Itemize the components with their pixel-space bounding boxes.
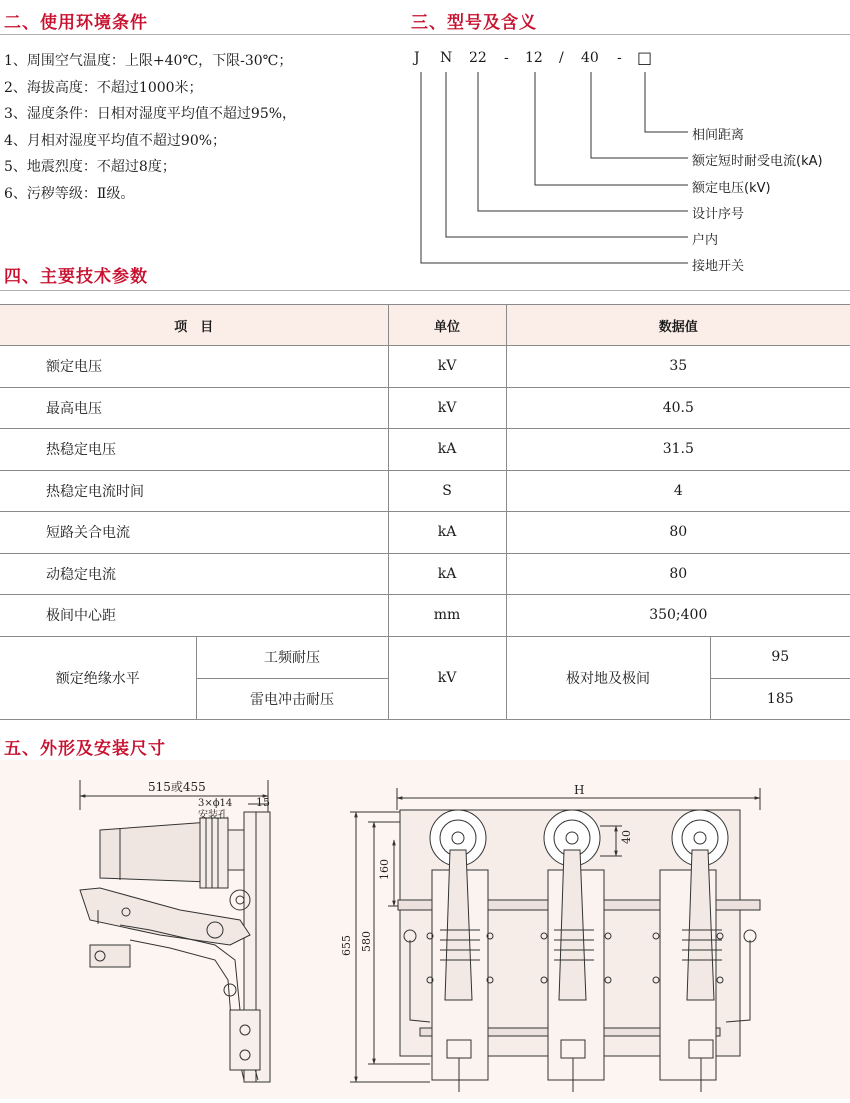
header-unit: 单位 bbox=[388, 305, 506, 346]
section-title-env: 二、使用环境条件 bbox=[4, 13, 148, 33]
legend-item: 接地开关 bbox=[692, 259, 745, 274]
cell-value: 35 bbox=[506, 346, 850, 388]
cell-item: 额定电压 bbox=[0, 346, 388, 388]
condition-item: 5、地震烈度：不超过8度； bbox=[4, 159, 176, 175]
dim-holes-note: 安装孔 bbox=[198, 810, 228, 821]
cell-value: 4 bbox=[506, 470, 850, 512]
dim-holes-label: 3×ϕ14 bbox=[198, 798, 233, 809]
dimension-drawing bbox=[0, 760, 850, 1099]
table-row bbox=[0, 429, 850, 471]
dim-40-label: 40 bbox=[620, 830, 633, 844]
dim-width-label: 515或455 bbox=[148, 780, 206, 794]
cell-insulation-sub2: 雷电冲击耐压 bbox=[196, 678, 388, 720]
condition-item: 2、海拔高度：不超过1000米； bbox=[4, 79, 203, 96]
dim-15-label: 15 bbox=[256, 796, 270, 809]
cell-unit: kV bbox=[388, 346, 506, 388]
code-part: N bbox=[440, 50, 453, 66]
cell-value: 31.5 bbox=[506, 429, 850, 471]
legend-item: 额定短时耐受电流(kA) bbox=[692, 154, 823, 169]
cell-item: 热稳定电流时间 bbox=[0, 470, 388, 512]
code-part: - bbox=[504, 50, 509, 66]
dim-160-label: 160 bbox=[378, 859, 391, 880]
cell-unit: mm bbox=[388, 595, 506, 637]
divider bbox=[0, 290, 850, 291]
condition-item: 3、湿度条件：日相对湿度平均值不超过95%， bbox=[4, 106, 297, 122]
cell-insulation-v1: 95 bbox=[710, 636, 850, 678]
cell-unit: kA bbox=[388, 553, 506, 595]
code-part: - bbox=[617, 50, 622, 66]
cell-value: 40.5 bbox=[506, 387, 850, 429]
legend-item: 额定电压(kV) bbox=[692, 181, 771, 196]
dim-655-label: 655 bbox=[340, 935, 353, 956]
header-value: 数据值 bbox=[506, 305, 850, 346]
cell-insulation-scope: 极对地及极间 bbox=[506, 636, 710, 720]
header-item: 项 目 bbox=[0, 305, 388, 346]
code-part: J bbox=[414, 50, 420, 66]
condition-item: 4、月相对湿度平均值不超过90%； bbox=[4, 132, 227, 149]
cell-unit: kA bbox=[388, 429, 506, 471]
table-row bbox=[0, 595, 850, 637]
dim-580-label: 580 bbox=[360, 931, 373, 952]
condition-item: 1、周围空气温度：上限+40℃，下限-30℃； bbox=[4, 53, 293, 69]
code-part: □ bbox=[637, 48, 653, 67]
condition-item: 6、污秽等级：Ⅱ级。 bbox=[4, 185, 135, 202]
table-row bbox=[0, 387, 850, 429]
cell-unit: kA bbox=[388, 512, 506, 554]
legend-item: 设计序号 bbox=[692, 207, 745, 222]
cell-value: 80 bbox=[506, 553, 850, 595]
side-view bbox=[80, 780, 270, 1082]
cell-insulation-v2: 185 bbox=[710, 678, 850, 720]
cell-item: 最高电压 bbox=[0, 387, 388, 429]
table-row bbox=[0, 553, 850, 595]
technical-drawing bbox=[0, 760, 850, 1099]
dim-H-label: H bbox=[574, 783, 585, 797]
cell-value: 350;400 bbox=[506, 595, 850, 637]
front-view bbox=[350, 788, 760, 1092]
cell-value: 80 bbox=[506, 512, 850, 554]
table-row bbox=[0, 470, 850, 512]
code-part: 40 bbox=[581, 50, 599, 66]
section-title-params: 四、主要技术参数 bbox=[4, 267, 148, 287]
table-header-row bbox=[0, 305, 850, 346]
section-title-model: 三、型号及含义 bbox=[411, 13, 537, 33]
cell-insulation-unit: kV bbox=[388, 636, 506, 720]
section-title-dims: 五、外形及安装尺寸 bbox=[4, 739, 166, 759]
cell-insulation-sub1: 工频耐压 bbox=[196, 636, 388, 678]
legend-item: 户内 bbox=[692, 233, 719, 248]
code-part: 12 bbox=[525, 50, 543, 66]
cell-insulation-item: 额定绝缘水平 bbox=[0, 636, 196, 720]
cell-item: 极间中心距 bbox=[0, 595, 388, 637]
cell-item: 热稳定电压 bbox=[0, 429, 388, 471]
cell-unit: kV bbox=[388, 387, 506, 429]
code-part: / bbox=[559, 50, 564, 66]
legend-item: 相间距离 bbox=[692, 128, 745, 143]
cell-item: 短路关合电流 bbox=[0, 512, 388, 554]
cell-unit: S bbox=[388, 470, 506, 512]
table-row bbox=[0, 636, 850, 678]
cell-item: 动稳定电流 bbox=[0, 553, 388, 595]
table-row bbox=[0, 346, 850, 388]
code-part: 22 bbox=[469, 50, 487, 66]
table-row bbox=[0, 512, 850, 554]
params-table bbox=[0, 304, 850, 720]
